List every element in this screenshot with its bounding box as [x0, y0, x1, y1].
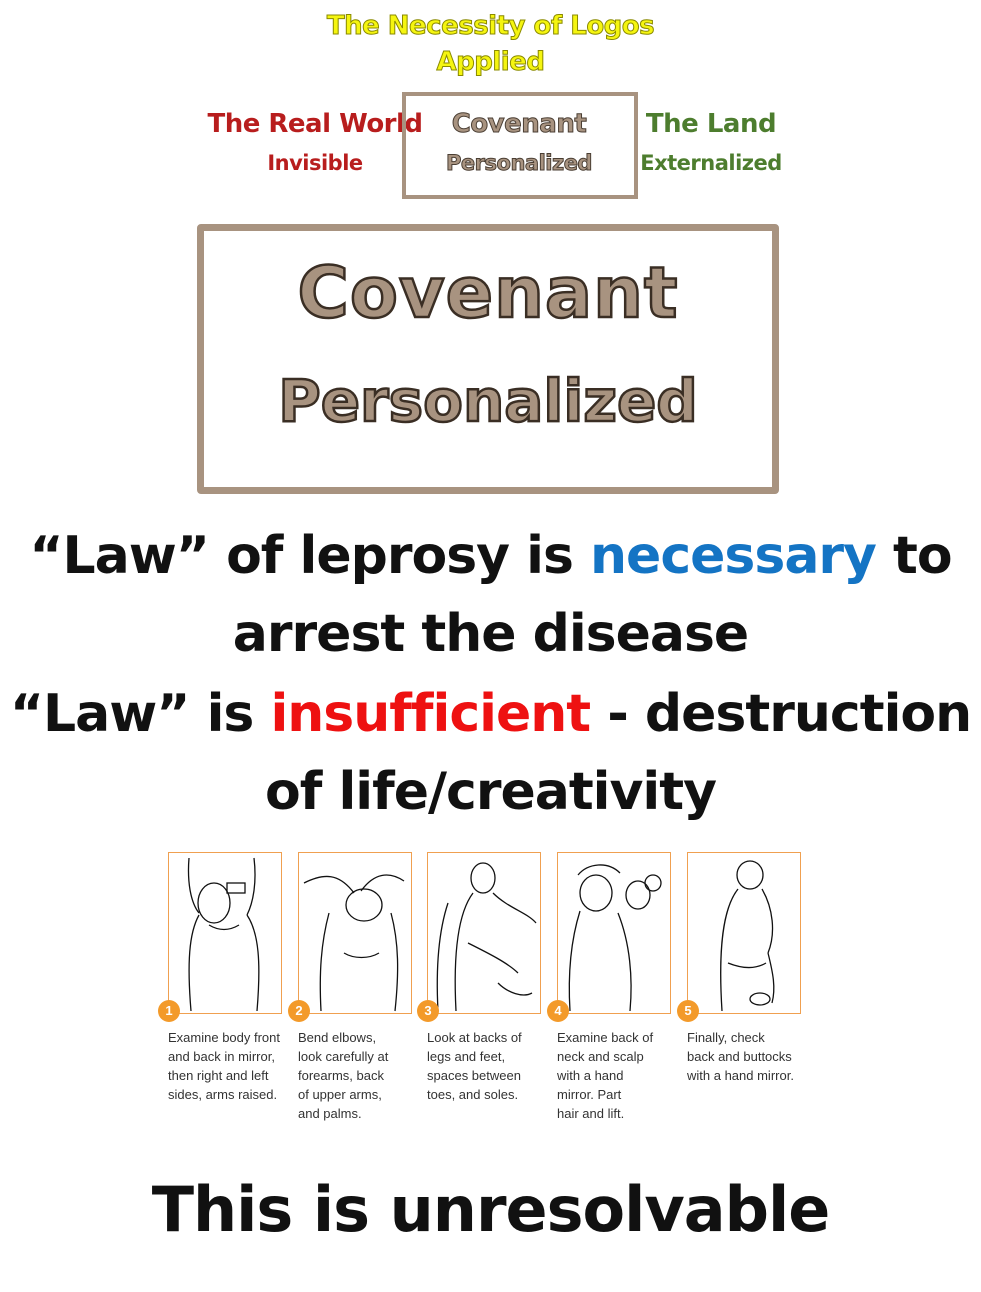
covenant-title: Covenant — [451, 109, 587, 139]
figure-checking-feet-icon — [428, 853, 540, 1013]
step-4-caption: Examine back of neck and scalp with a hand mirror. Part hair and lift. — [557, 1030, 654, 1121]
statement-line-3 — [0, 674, 981, 754]
statement-text: - destruction — [590, 684, 972, 744]
figure-arms-raised-icon — [169, 853, 281, 1013]
figure-scalp-mirror-icon — [558, 853, 670, 1013]
step-2-caption: Bend elbows, look carefully at forearms, back of upper arms, and palms. — [298, 1030, 389, 1121]
figure-hand-mirror-icon — [688, 853, 800, 1013]
step-2-number: 2 — [288, 1000, 310, 1022]
step-1-illustration — [168, 852, 282, 1014]
step-5-illustration — [687, 852, 801, 1014]
step-1-caption: Examine body front and back in mirror, then right and left sides, arms raised. — [168, 1030, 281, 1102]
statement-text: “Law” of leprosy is — [29, 526, 591, 586]
statement-line-2: arrest the disease — [232, 604, 749, 664]
conclusion-text: This is unresolvable — [151, 1173, 830, 1246]
covenant-subtitle: Personalized — [446, 151, 592, 175]
real-world-title: The Real World — [207, 109, 423, 139]
highlight-insufficient: insufficient — [270, 684, 591, 744]
land-subtitle: Externalized — [640, 151, 782, 175]
feature-subtitle: Personalized — [278, 367, 698, 435]
title-line-1: The Necessity of Logos — [326, 11, 655, 41]
step-5-number: 5 — [677, 1000, 699, 1022]
step-3-illustration — [427, 852, 541, 1014]
slide-title — [0, 8, 981, 80]
feature-title: Covenant — [297, 252, 679, 334]
land-title: The Land — [645, 109, 777, 139]
highlight-necessary: necessary — [590, 526, 876, 586]
step-5-caption: Finally, check back and buttocks with a hand mirror. — [687, 1030, 794, 1083]
real-world-subtitle: Invisible — [267, 151, 363, 175]
statement-line-4: of life/creativity — [265, 762, 716, 822]
column-land — [596, 104, 826, 182]
step-3-caption: Look at backs of legs and feet, spaces between toes, and soles. — [427, 1030, 522, 1102]
statement-line-1 — [0, 516, 981, 596]
step-1-number: 1 — [158, 1000, 180, 1022]
title-line-2: Applied — [436, 47, 545, 77]
statement-text: “Law” is — [9, 684, 271, 744]
self-exam-steps — [162, 852, 812, 1132]
figure-bent-elbows-icon — [299, 853, 411, 1013]
step-4-illustration — [557, 852, 671, 1014]
column-real-world — [200, 104, 430, 182]
step-2-illustration — [298, 852, 412, 1014]
step-4-number: 4 — [547, 1000, 569, 1022]
step-3-number: 3 — [417, 1000, 439, 1022]
statement-text: to — [875, 526, 952, 586]
